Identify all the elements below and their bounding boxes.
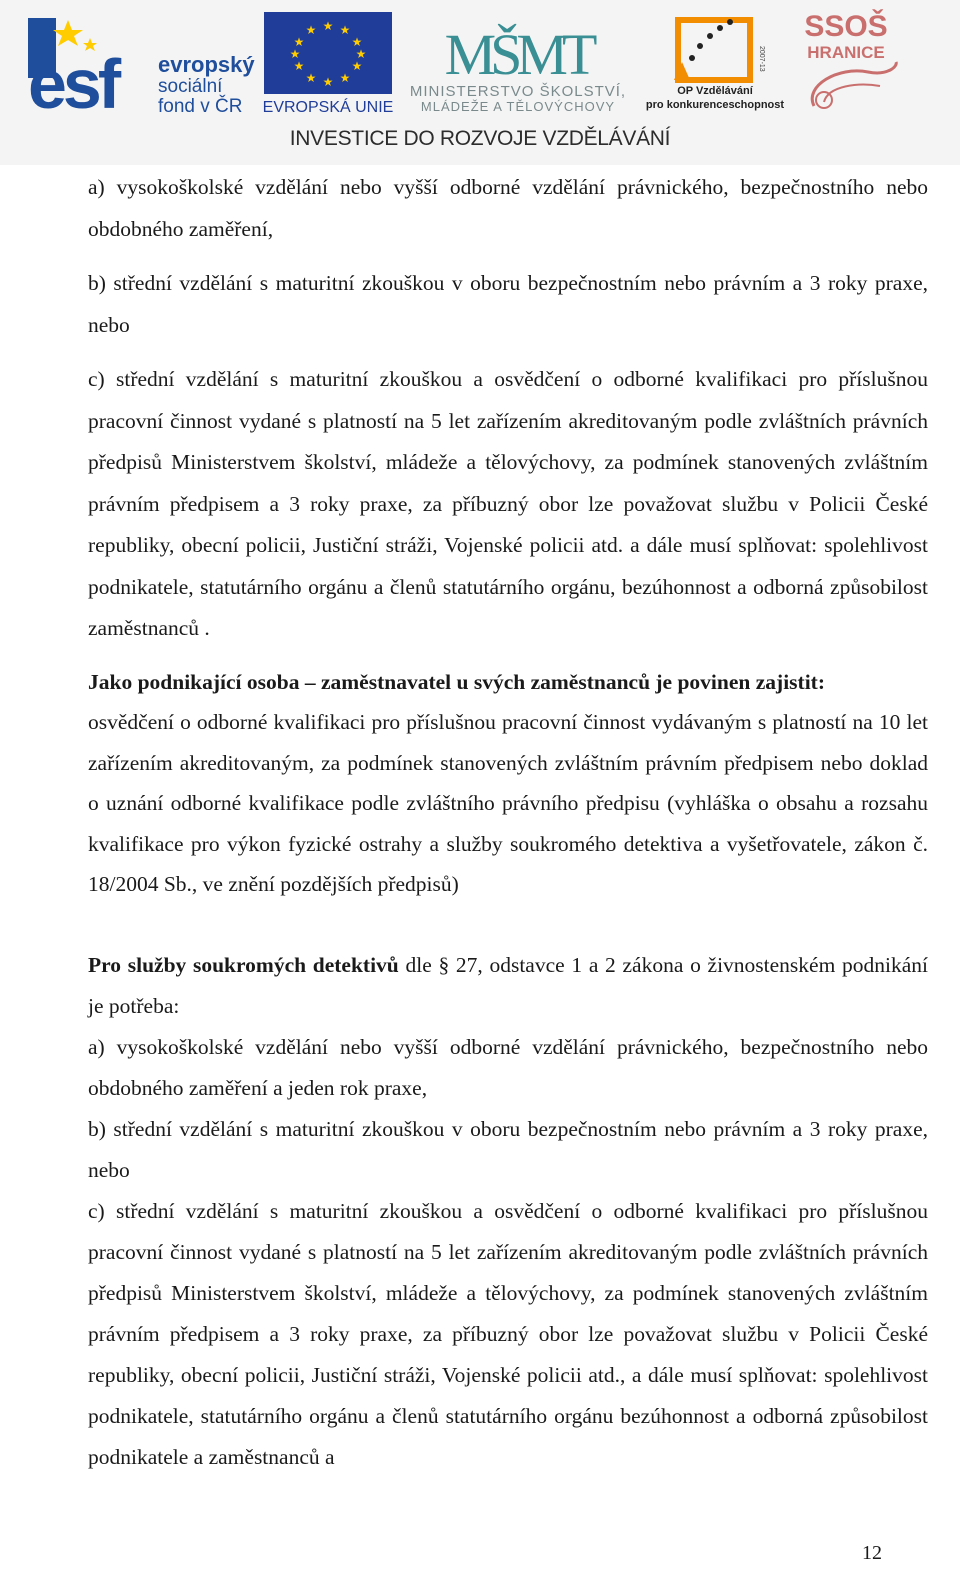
svg-text:★: ★ — [339, 23, 351, 37]
paragraph-2: b) střední vzdělání s maturitní zkouškou v oboru bezpečnostním nebo právním a 3 roky praxe, nebo — [88, 271, 928, 337]
paragraph-4-heading: Jako podnikající osoba – zaměstnavatel u svých zaměstnanců je povinen zajistit: — [88, 669, 825, 694]
esf-line1: evropský — [158, 52, 255, 77]
svg-text:★: ★ — [305, 23, 317, 37]
paragraph-4 — [88, 662, 928, 905]
op-years: 2007-13 — [758, 46, 765, 72]
paragraph-7: b) střední vzdělání s maturitní zkouškou v oboru bezpečnostním nebo právním a 3 roky praxe, nebo — [88, 1116, 928, 1182]
op-line1: OP Vzdělávání — [677, 85, 753, 97]
esf-word: esf — [28, 45, 118, 118]
paragraph-8: c) střední vzdělání s maturitní zkouškou a osvědčení o odborné kvalifikaci pro příslušnou pracovní činnost vydané s platností na 5 let zařízením akreditovaným podle zvláštních právních předpisů Ministerstvem školství, mládeže a tělovýchovy, za podmínek stanovených zvláštním právním předpisem a 3 roky praxe, za příbuzný obor lze považovat službu v Policii České republiky, obecní policii, Justiční stráži, Vojenské policii atd., a dále musí splňovat: spolehlivost podnikatele, statutárního orgánu a členů statutárního orgánu bezúhonnost a odborná způsobilost podnikatele a zaměstnanců a — [88, 1198, 928, 1469]
paragraph-3: c) střední vzdělání s maturitní zkouškou a osvědčení o odborné kvalifikaci pro příslušnou pracovní činnost vydané s platností na 5 let zařízením akreditovaným podle zvláštních právních předpisů Ministerstvem školství, mládeže a tělovýchovy, za podmínek stanovených zvláštním právním předpisem a 3 roky praxe, za příbuzný obor lze považovat službu v Policii České republiky, obecní policii, Justiční stráži, Vojenské policii atd. a dále musí splňovat: spolehlivost podnikatele, statutárního orgánu a členů statutárního orgánu, bezúhonnost a odborná způsobilost zaměstnanců . — [88, 367, 928, 640]
paragraph-1: a) vysokoškolské vzdělání nebo vyšší odborné vzdělání právnického, bezpečnostního nebo obdobného zaměření, — [88, 175, 928, 241]
header-tagline: INVESTICE DO ROZVOJE VZDĚLÁVÁNÍ — [289, 127, 671, 150]
paragraph-5-text: dle § 27, odstavce 1 a 2 zákona o živnostenském podnikání je potřeba: — [88, 952, 928, 1018]
page-number: 12 — [862, 1542, 882, 1564]
header-banner — [0, 0, 960, 165]
ssos-hranice-logo — [798, 6, 908, 116]
esf-line3: fond v ČR — [158, 96, 243, 117]
svg-text:★: ★ — [351, 35, 363, 49]
paragraph-5-heading: Pro služby soukromých detektivů — [88, 952, 399, 977]
op-line2: pro konkurenceschopnost — [645, 99, 785, 111]
ssos-line2: HRANICE — [807, 43, 885, 62]
op-vzdelavani-logo — [640, 6, 790, 116]
svg-text:★: ★ — [351, 59, 363, 73]
msmt-logo — [402, 6, 634, 116]
msmt-mark: MŠMT — [444, 22, 592, 87]
svg-text:★: ★ — [355, 47, 367, 61]
svg-text:★: ★ — [289, 47, 301, 61]
document-body — [88, 167, 928, 1478]
esf-logo — [28, 8, 258, 118]
svg-text:★: ★ — [322, 75, 334, 89]
svg-text:★: ★ — [293, 35, 305, 49]
msmt-line2: MLÁDEŽE A TĚLOVÝCHOVY — [420, 99, 616, 114]
paragraph-5 — [88, 945, 928, 1027]
svg-text:★: ★ — [293, 59, 305, 73]
paragraph-4-text: osvědčení o odborné kvalifikaci pro příslušnou pracovní činnost vydávaným s platností na 10 let zařízením akreditovaným, za podmínek stanovených zvláštním právním předpisem nebo doklad o uznání odborné kvalifikace podle zvláštního právního předpisu (vyhláška o obsahu a rozsahu kvalifikace pro výkon fyzické ostrahy a služby soukromého detektiva a vyšetřovatele, zákon č. 18/2004 Sb., ve znění pozdějších předpisů) — [88, 710, 928, 896]
esf-line2: sociální — [158, 76, 223, 97]
eu-label: EVROPSKÁ UNIE — [262, 99, 394, 116]
svg-text:★: ★ — [339, 71, 351, 85]
svg-text:★: ★ — [322, 19, 334, 33]
paragraph-6: a) vysokoškolské vzdělání nebo vyšší odborné vzdělání právnického, bezpečnostního nebo obdobného zaměření a jeden rok praxe, — [88, 1034, 928, 1100]
ssos-line1: SSOŠ — [804, 10, 888, 43]
msmt-line1: MINISTERSTVO ŠKOLSTVÍ, — [409, 83, 627, 100]
eu-flag-logo — [262, 8, 394, 118]
svg-text:★: ★ — [305, 71, 317, 85]
